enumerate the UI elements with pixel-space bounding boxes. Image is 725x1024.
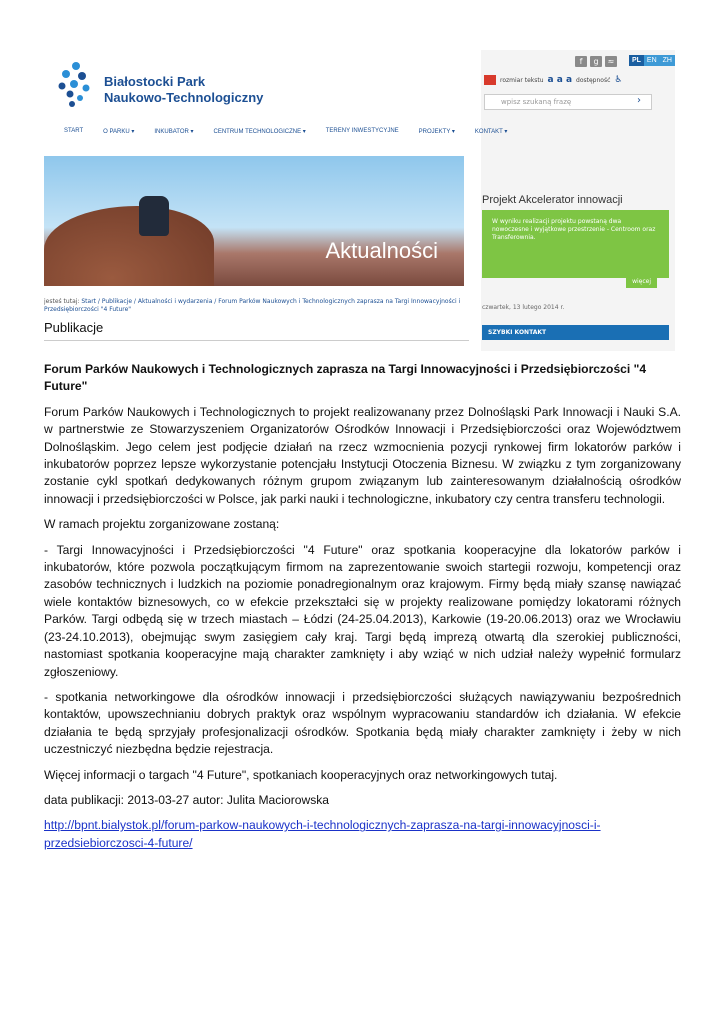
rss-icon[interactable]: ≈: [605, 56, 617, 67]
quick-contact-button[interactable]: SZYBKI KONTAKT: [482, 325, 669, 340]
nav-tereny[interactable]: TERENY INWESTYCYJNE: [325, 128, 399, 134]
google-icon[interactable]: g: [590, 56, 602, 67]
nav-centrum[interactable]: CENTRUM TECHNOLOGICZNE ▾: [213, 129, 306, 135]
facebook-icon[interactable]: f: [575, 56, 587, 67]
website-screenshot: [44, 50, 675, 351]
article-url-link[interactable]: http://bpnt.bialystok.pl/forum-parkow-naukowych-i-technologicznych-zaprasza-na-targi-innowacyjnosci-i-przedsiebiorczosci-4-future/: [44, 818, 601, 850]
article-title: Forum Parków Naukowych i Technologicznych zaprasza na Targi Innowacyjności i Przedsiębiorczości "4 Future": [44, 362, 647, 394]
logo-text[interactable]: [104, 74, 263, 106]
article: [44, 361, 681, 860]
main-nav: [44, 128, 508, 142]
accessibility-label[interactable]: dostępność: [576, 76, 611, 84]
text-size-buttons[interactable]: a a a: [547, 75, 573, 85]
breadcrumb-prefix: jesteś tutaj:: [44, 298, 80, 305]
nav-o-parku[interactable]: O PARKU ▾: [103, 129, 135, 135]
hero-person: [139, 196, 169, 236]
logo-line-1: Białostocki Park: [104, 74, 206, 89]
article-paragraph-1: Forum Parków Naukowych i Technologicznych to projekt realizowanany przez Dolnośląski Park Innowacji i Nauki S.A. w partnerstwie ze Stowarzyszeniem Organizatorów Ośrodków Innowacji i Przedsiębiorczości oraz Województwem Dolnośląskim. Jego celem jest podjęcie działań na rzecz wzmocnienia pozycji rynkowej firm lokatorów parków i inkubatorów poprzez lepsze wykorzystanie potencjału Instytucji Otoczenia Biznesu. W związku z tym zorganizowany zostanie cykl spotkań dedykowanych różnym grupom związanym lub zainteresowanym działalnością ośrodków innowacji i przedsiębiorczości w Polsce, jak parki nauki i technologiczne, inkubatory czy centra transferu technologii.: [44, 404, 681, 506]
hero-rock: [44, 206, 214, 286]
hero-title: Aktualności: [325, 238, 438, 263]
nav-projekty[interactable]: PROJEKTY ▾: [418, 129, 455, 135]
sidebar-date: czwartek, 13 lutego 2014 r.: [482, 304, 565, 311]
lang-zh[interactable]: ZH: [662, 57, 672, 64]
logo-icon: [56, 60, 94, 108]
wheelchair-icon[interactable]: ♿: [614, 75, 623, 85]
promo-title: Projekt Akcelerator innowacji: [482, 194, 623, 206]
nav-inkubator[interactable]: INKUBATOR ▾: [154, 129, 194, 135]
flag-icon: [484, 75, 496, 85]
accessibility-toolbar: [484, 75, 674, 85]
article-meta: data publikacji: 2013-03-27 autor: Julita Maciorowska: [44, 792, 330, 807]
nav-kontakt[interactable]: KONTAKT ▾: [474, 129, 508, 135]
breadcrumb-path[interactable]: Start / Publikacje / Aktualności i wydarzenia / Forum Parków Naukowych i Technologicznych zaprasza na Targi Innowacyjności i Przedsiębiorczości "4 Future": [44, 298, 461, 313]
text-size-label: rozmiar tekstu: [500, 76, 544, 84]
article-paragraph-4: - spotkania networkingowe dla ośrodków innowacji i przedsiębiorczości służących nawiązywaniu bezpośrednich kontaktów, upowszechnianiu dobrych praktyk oraz wspólnym wypracowaniu standardów ich działania. W efekcie działania te będą sprzyjały profesjonalizacji ośrodków. Spotkania będą miały charakter zamknięty i żeby w nich uczestniczyć niezbędna będzie rejestracja.: [44, 689, 681, 757]
promo-box: [482, 210, 669, 285]
social-icons: [575, 56, 617, 67]
lang-en[interactable]: EN: [646, 57, 657, 64]
language-switcher: [629, 55, 675, 66]
divider: [44, 340, 469, 341]
article-paragraph-5: Więcej informacji o targach "4 Future", spotkaniach kooperacyjnych oraz networkingowych tutaj.: [44, 767, 558, 782]
breadcrumb: [44, 298, 469, 314]
article-paragraph-3: - Targi Innowacyjności i Przedsiębiorczości "4 Future" oraz spotkania kooperacyjne dla lokatorów parków i inkubatorów, które pozwola początkującym firmom na zaprezentowanie swoich startegii rozwoju, kompetencji oraz zasobów technicznych i ludzkich na poziomie ponadregionalnym oraz krajowym. Firmy będą miały szansę nawiązać wiele kontaktów biznesowych, co w efekcie przekształci się w projekty realizowane pomiędzy lokatorami różnych Parków. Targi odbędą się w trzech miastach – Łódzi (24-25.04.2013), Karkowie (19-20.06.2013) oraz we Wrocławiu (23-24.10.2013), obejmując swym zasięgiem cały kraj. Targi będą imprezą otwartą dla szerokiej publiczności, nastomiast spotkania kooperacyjne mają charakter zamknięty i aby wziąć w nich udział należy wypełnić formularz zgłoszeniowy.: [44, 542, 681, 679]
search-arrow-icon[interactable]: ›: [637, 95, 641, 106]
lang-pl[interactable]: PL: [629, 55, 644, 66]
logo-line-2: Naukowo-Technologiczny: [104, 90, 264, 105]
promo-text: W wyniku realizacji projektu powstaną dwa nowoczesne i wyjątkowe przestrzenie - Centroom oraz Transferownia.: [492, 218, 656, 241]
hero-banner: [44, 156, 464, 286]
section-title: Publikacje: [44, 320, 104, 335]
search-input[interactable]: wpisz szukaną frazę: [484, 94, 652, 110]
nav-start[interactable]: START: [64, 128, 84, 134]
promo-more-button[interactable]: więcej: [626, 276, 657, 288]
article-paragraph-2: W ramach projektu zorganizowane zostaną:: [44, 517, 280, 532]
